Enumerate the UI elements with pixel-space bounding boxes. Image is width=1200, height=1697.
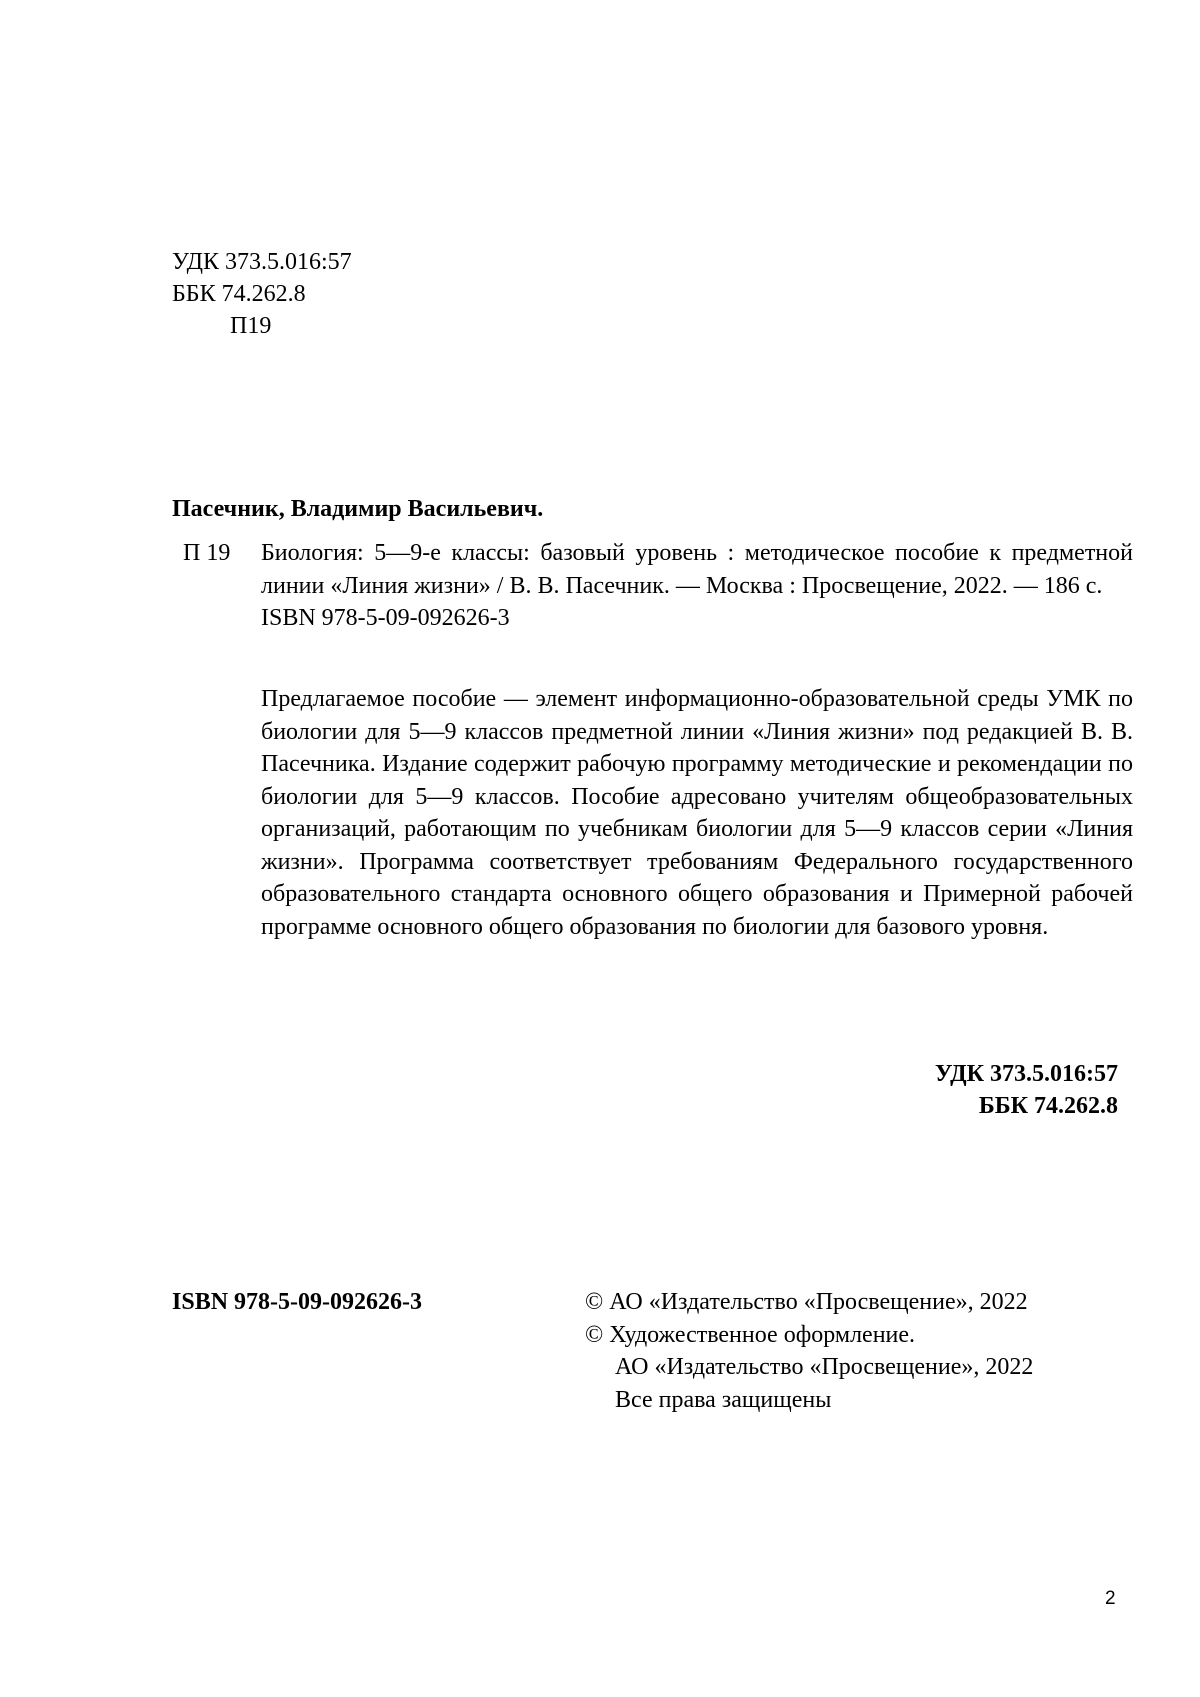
udk-code: УДК 373.5.016:57: [172, 246, 352, 278]
author-heading: Пасечник, Владимир Васильевич.: [172, 493, 543, 525]
bibliographic-entry: [183, 537, 1133, 635]
copyright-design-publisher: АО «Издательство «Просвещение», 2022: [585, 1351, 1033, 1384]
bbk-code-bold: ББК 74.262.8: [800, 1090, 1118, 1122]
page-number: 2: [1105, 1587, 1116, 1611]
document-page: [0, 0, 1200, 1697]
entry-author-mark: П 19: [183, 537, 230, 570]
copyright-publisher: © АО «Издательство «Просвещение», 2022: [585, 1286, 1033, 1319]
entry-description: [261, 537, 1133, 635]
annotation-paragraph: Предлагаемое пособие — элемент информационно-образовательной среды УМК по биологии для 5—9 классов предметной линии «Линия жизни» под редакцией В. В. Пасечника. Издание содержит рабочую программу методические и рекомендации по биологии для 5—9 классов. Пособие адресовано учителям общеобразовательных организаций, работающим по учебникам биологии для 5—9 классов серии «Линия жизни». Программа соответствует требованиям Федерального государственного образовательного стандарта основного общего образования и Примерной рабочей программе основного общего образования по биологии для базового уровня.: [261, 683, 1133, 943]
author-mark: П19: [172, 310, 352, 342]
classification-codes-top: [172, 246, 352, 342]
entry-title-line: Биология: 5—9-е классы: базовый уровень : методическое пособие к предметной линии «Линия жизни» / В. В. Пасечник. — Москва : Просвещение, 2022. — 186 с.: [261, 537, 1133, 602]
entry-isbn-line: ISBN 978-5-09-092626-3: [261, 602, 1133, 635]
rights-reserved: Все права защищены: [585, 1384, 1033, 1417]
copyright-block: [585, 1286, 1033, 1416]
copyright-design: © Художественное оформление.: [585, 1319, 1033, 1352]
classification-codes-bottom: [800, 1058, 1118, 1122]
udk-code-bold: УДК 373.5.016:57: [800, 1058, 1118, 1090]
bbk-code: ББК 74.262.8: [172, 278, 352, 310]
isbn-number: ISBN 978-5-09-092626-3: [172, 1286, 422, 1318]
